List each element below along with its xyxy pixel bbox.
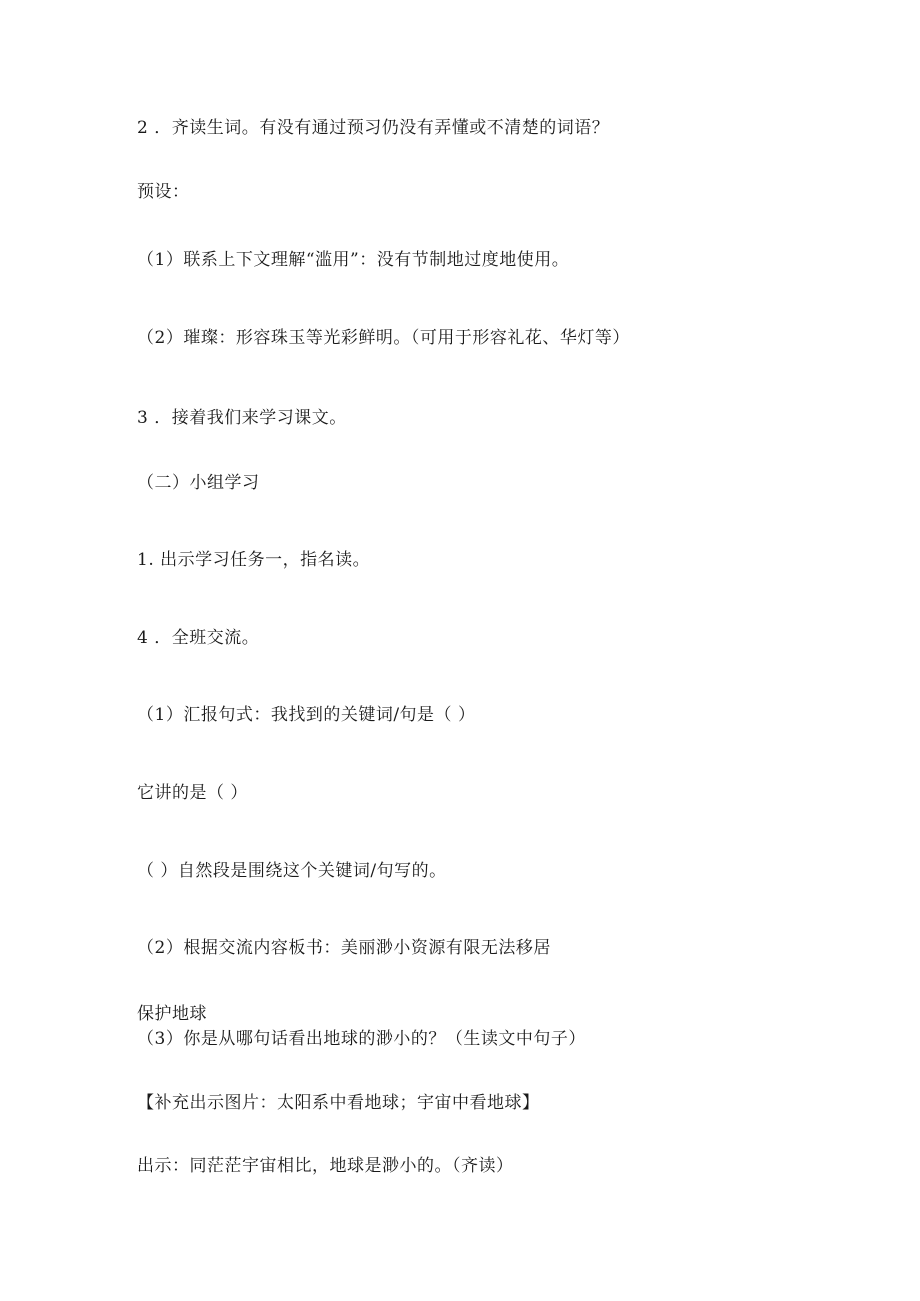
question-earth-small: （3）你是从哪句话看出地球的渺小的？（生读文中句子） [137, 1029, 586, 1049]
preset-label: 预设： [137, 182, 190, 202]
supplement-pictures: 【补充出示图片：太阳系中看地球；宇宙中看地球】 [137, 1093, 540, 1113]
board-writing-continued: 保护地球 [137, 1004, 207, 1024]
item-3-study-text: 3 ．接着我们来学习课文。 [137, 408, 347, 428]
preset-item-1: （1）联系上下文理解“滥用”：没有节制地过度地使用。 [137, 250, 570, 270]
report-sentence-pattern: （1）汇报句式：我找到的关键词/句是（ ） [137, 705, 476, 725]
item-1-task-one: 1. 出示学习任务一，指名读。 [137, 550, 371, 570]
section-group-study: （二）小组学习 [137, 473, 260, 493]
preset-item-2: （2）璀璨：形容珠玉等光彩鲜明。（可用于形容礼花、华灯等） [137, 328, 630, 348]
item-2-read-words: 2 ．齐读生词。有没有通过预习仍没有弄懂或不清楚的词语？ [137, 118, 610, 138]
report-paragraph: （ ）自然段是围绕这个关键词/句写的。 [137, 861, 447, 881]
item-4-class-exchange: 4 ．全班交流。 [137, 628, 260, 648]
show-sentence: 出示：同茫茫宇宙相比，地球是渺小的。（齐读） [137, 1156, 514, 1176]
board-writing: （2）根据交流内容板书：美丽渺小资源有限无法移居 [137, 938, 551, 958]
report-it-talks-about: 它讲的是（ ） [137, 783, 248, 803]
